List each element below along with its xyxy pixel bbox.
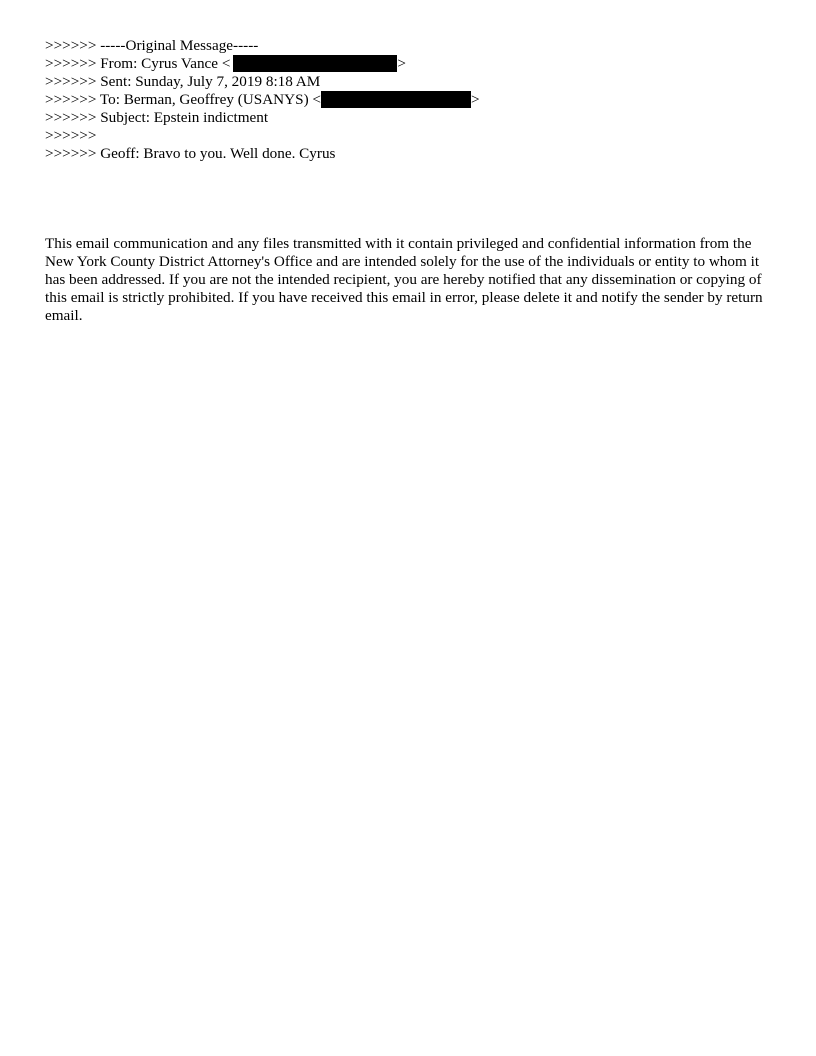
- sent-line: [45, 73, 775, 91]
- message-body-text: >>>>>> Geoff: Bravo to you. Well done. Cyrus: [45, 145, 336, 162]
- to-line: [45, 91, 775, 109]
- original-message-header: [45, 37, 775, 55]
- from-line-close: >: [397, 55, 406, 72]
- sent-line-text: >>>>>> Sent: Sunday, July 7, 2019 8:18 AM: [45, 73, 321, 90]
- to-line-text: >>>>>> To: Berman, Geoffrey (USANYS) <: [45, 91, 321, 108]
- quoted-email-block: [45, 37, 775, 163]
- blank-quoted-line: [45, 127, 775, 145]
- message-body-line: [45, 145, 775, 163]
- from-line-text: >>>>>> From: Cyrus Vance <: [45, 55, 231, 72]
- original-message-header-text: >>>>>> -----Original Message-----: [45, 37, 259, 54]
- blank-quoted-line-text: >>>>>>: [45, 127, 97, 144]
- redaction-box-to-email: [321, 91, 471, 108]
- subject-line-text: >>>>>> Subject: Epstein indictment: [45, 109, 269, 126]
- from-line: [45, 55, 775, 73]
- subject-line: [45, 109, 775, 127]
- to-line-close: >: [470, 91, 480, 108]
- confidentiality-disclaimer: This email communication and any files transmitted with it contain privileged and confidential information from the New York County District Attorney's Office and are intended solely for the use of the individuals or entity to whom it has been addressed. If you are not the intended recipient, you are hereby notified that any dissemination or copying of this email is strictly prohibited. If you have received this email in error, please delete it and notify the sender by return email.: [45, 235, 763, 324]
- redaction-box-from-email: [233, 55, 397, 72]
